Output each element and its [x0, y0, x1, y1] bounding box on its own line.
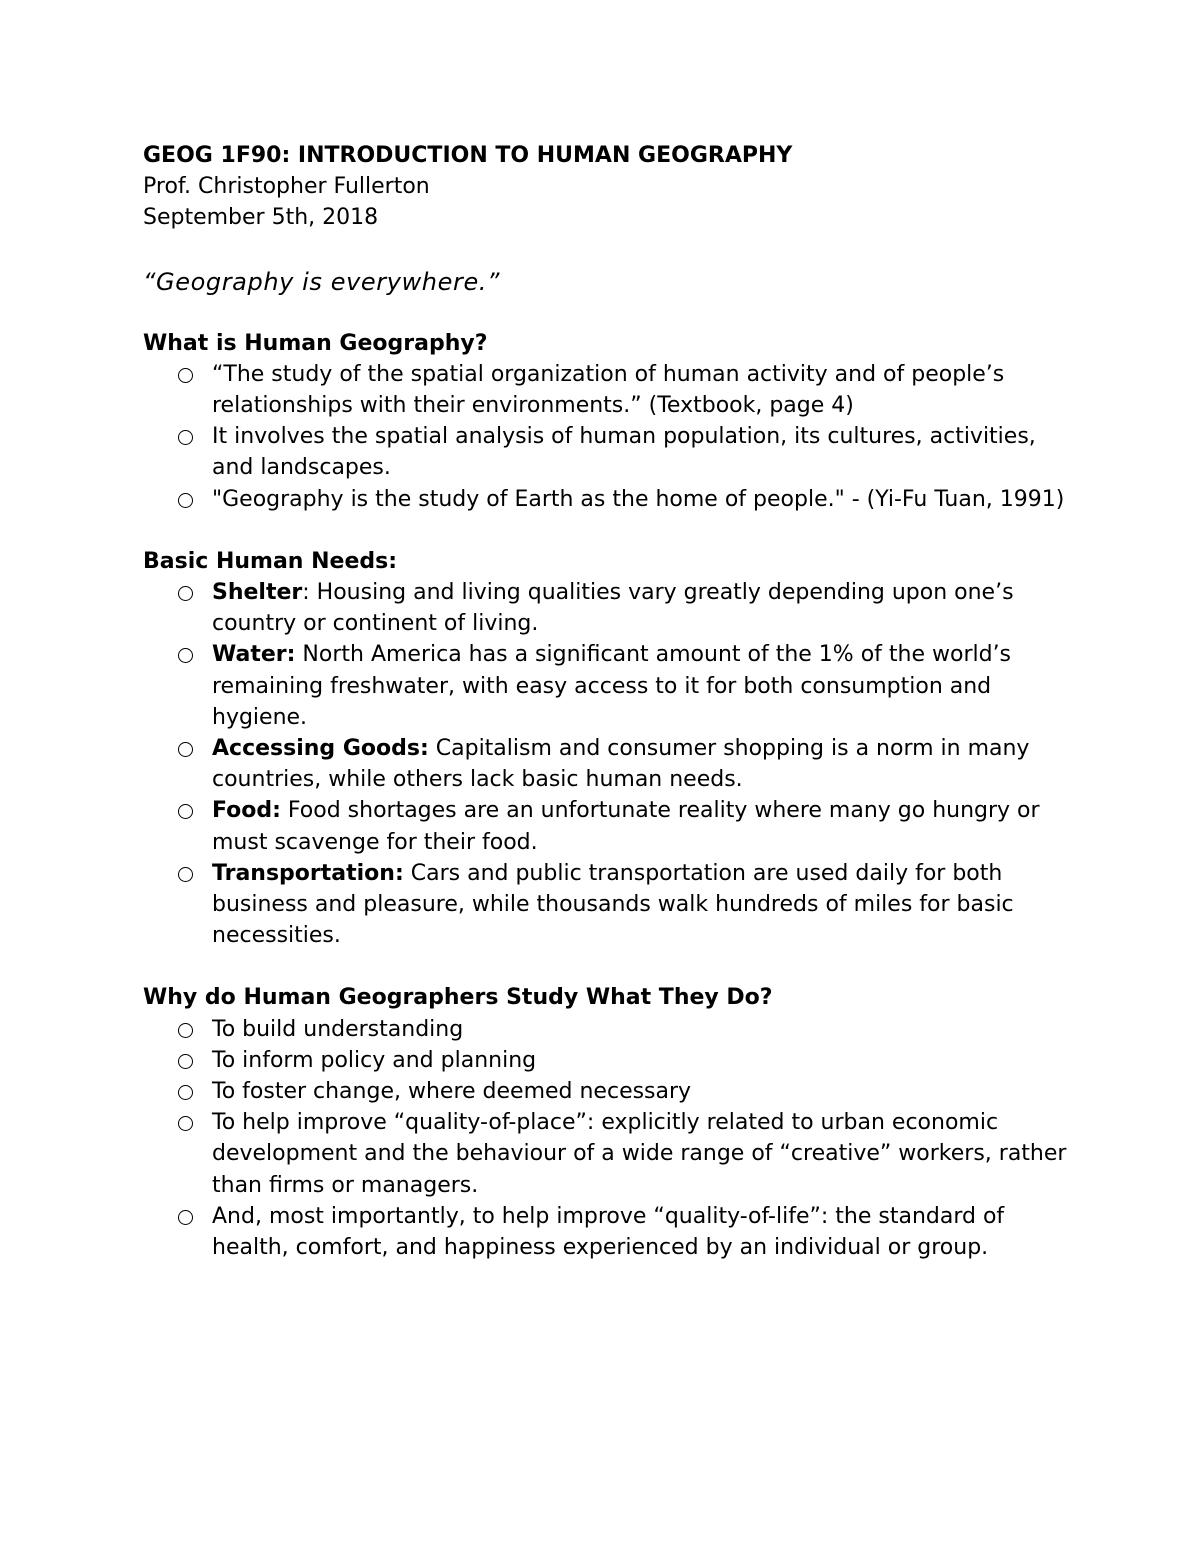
hollow-circle-bullet-icon [178, 1210, 193, 1225]
list-item [143, 577, 1083, 639]
item-text: “The study of the spatial organization of human activity and of people’s relationships with their environments.” (Textbook, page 4) [212, 361, 1005, 419]
item-term: Accessing Goods: [212, 736, 429, 762]
hollow-circle-bullet-icon [178, 867, 193, 882]
list-item [143, 795, 1083, 857]
hollow-circle-bullet-icon [178, 430, 193, 445]
list-item [143, 733, 1083, 795]
lecture-date: September 5th, 2018 [143, 205, 379, 231]
item-term: Transportation: [212, 860, 404, 886]
item-text: To inform policy and planning [212, 1047, 537, 1073]
hollow-circle-bullet-icon [178, 586, 193, 601]
item-text: Capitalism and consumer shopping is a norm in many countries, while others lack basic human needs. [212, 736, 1030, 793]
item-term: Water: [212, 642, 296, 668]
hollow-circle-bullet-icon [178, 368, 193, 383]
hollow-circle-bullet-icon [178, 648, 193, 663]
item-text: Cars and public transportation are used daily for both business and pleasure, while thousands walk hundreds of miles for basic necessities. [212, 860, 1014, 949]
item-text: : Housing and living qualities vary greatly depending upon one’s country or continent of living. [212, 580, 1014, 637]
hollow-circle-bullet-icon [178, 1023, 193, 1038]
professor-name: Prof. Christopher Fullerton [143, 174, 430, 200]
list-item [143, 359, 1083, 421]
section-heading-what-is-human-geography: What is Human Geography? [143, 330, 488, 356]
needs-list [143, 577, 1083, 951]
item-text: To help improve “quality-of-place”: explicitly related to urban economic development and the behaviour of a wide range of “creative” workers, rather than firms or managers. [212, 1110, 1067, 1198]
list-item [143, 1045, 1083, 1076]
item-text: North America has a significant amount of the 1% of the world’s remaining freshwater, with easy access to it for both consumption and hygiene. [212, 642, 1012, 730]
reasons-list [143, 1014, 1083, 1264]
list-item [143, 421, 1083, 483]
hollow-circle-bullet-icon [178, 1116, 193, 1131]
item-text: And, most importantly, to help improve “quality-of-life”: the standard of health, comfort, and happiness experienced by an individual or group. [212, 1203, 1005, 1261]
section-heading-why-study: Why do Human Geographers Study What They Do? [143, 985, 773, 1011]
opening-quote: “Geography is everywhere.” [143, 267, 501, 296]
list-item [143, 1076, 1083, 1107]
list-item [143, 484, 1083, 515]
definition-list [143, 359, 1083, 515]
item-term: Food: [212, 798, 281, 824]
hollow-circle-bullet-icon [178, 804, 193, 819]
hollow-circle-bullet-icon [178, 1085, 193, 1100]
section-heading-basic-human-needs: Basic Human Needs: [143, 548, 398, 574]
item-text: "Geography is the study of Earth as the home of people." - (Yi-Fu Tuan, 1991) [212, 486, 1065, 512]
item-text: It involves the spatial analysis of human population, its cultures, activities, and landscapes. [212, 424, 1036, 481]
course-title: GEOG 1F90: INTRODUCTION TO HUMAN GEOGRAPHY [143, 143, 793, 168]
item-term: Shelter [212, 580, 303, 606]
list-item [143, 1014, 1083, 1045]
list-item [143, 1107, 1083, 1201]
list-item [143, 639, 1083, 733]
item-text: To build understanding [212, 1016, 464, 1042]
document-page [143, 140, 1083, 1263]
hollow-circle-bullet-icon [178, 1054, 193, 1069]
hollow-circle-bullet-icon [178, 493, 193, 508]
item-text: To foster change, where deemed necessary [212, 1079, 692, 1105]
item-text: Food shortages are an unfortunate reality where many go hungry or must scavenge for their food. [212, 798, 1040, 855]
hollow-circle-bullet-icon [178, 742, 193, 757]
list-item [143, 1201, 1083, 1263]
list-item [143, 858, 1083, 952]
